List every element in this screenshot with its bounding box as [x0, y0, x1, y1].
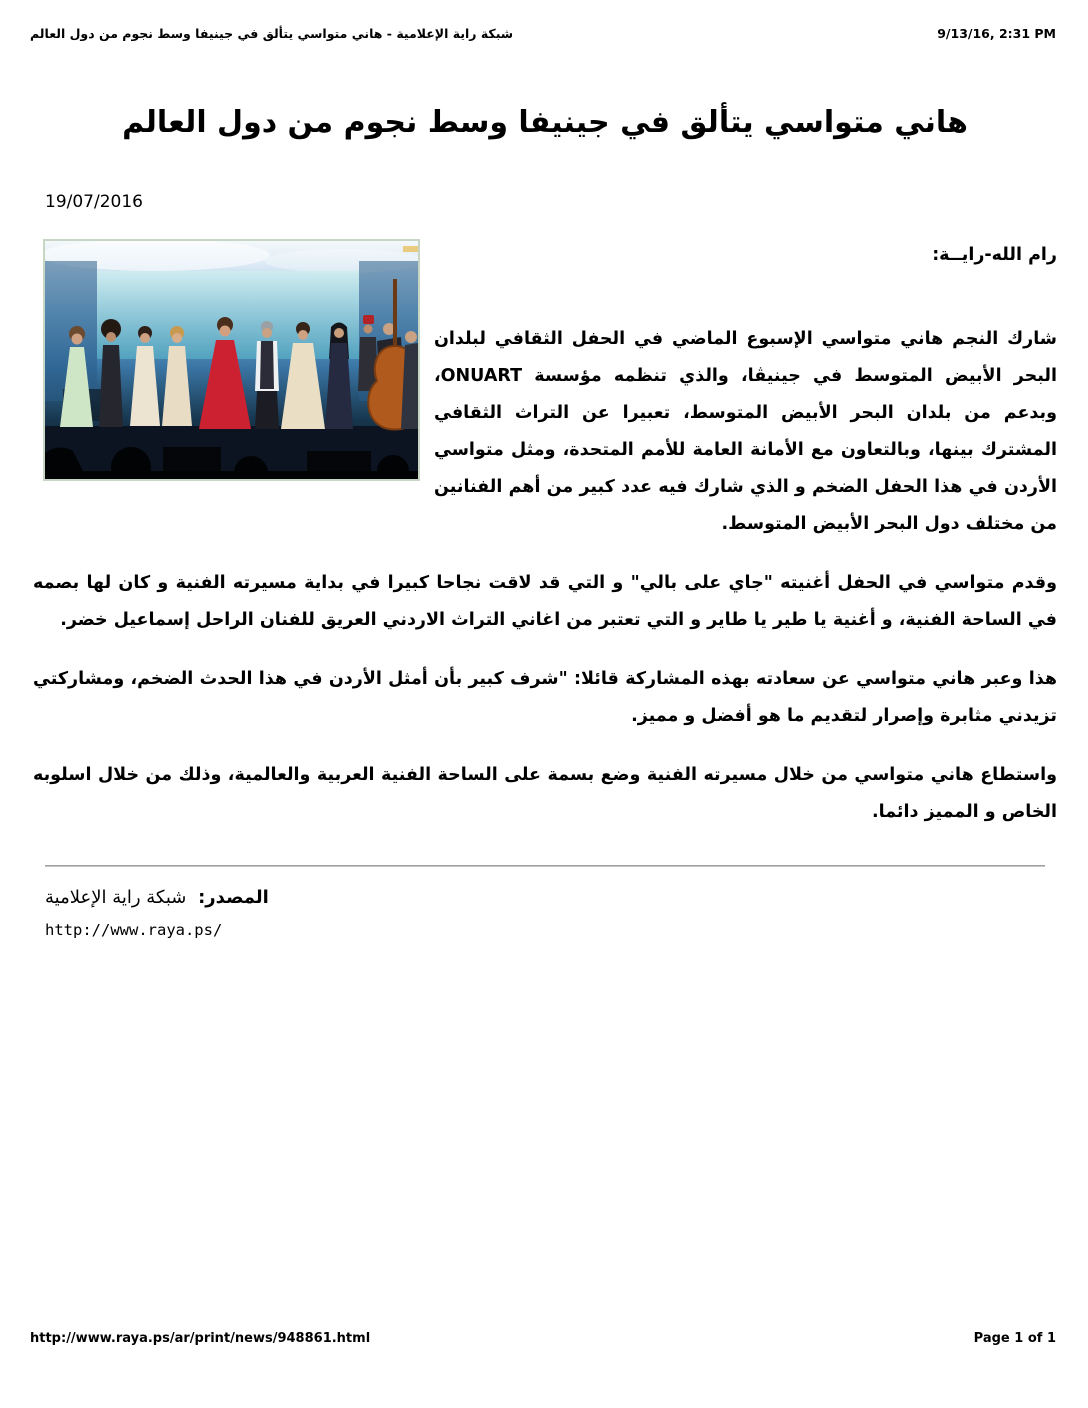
print-header	[30, 26, 1056, 41]
article-paragraph-1: شارك النجم هاني متواسي الإسبوع الماضي في الحفل الثقافي لبلدان البحر الأبيض المتوسط في جينيڤا، والذي تنظمه مؤسسة ONUART، وبدعم من بلدان البحر الأبيض المتوسط، تعبيرا عن التراث الثقافي المشترك بينها، وبالتعاون مع الأمانة العامة للأمم المتحدة، ومثل متواسي الأردن في هذا الحفل الضخم و الذي شارك فيه عدد كبير من أهم الفنانين من مختلف دول البحر الأبيض المتوسط.	[434, 329, 1057, 534]
article-paragraph-4: واستطاع هاني متواسي من خلال مسيرته الفنية وضع بسمة على الساحة الفنية العربية والعالمية، وذلك من خلال اسلوبه الخاص و المميز دائما.	[33, 765, 1057, 822]
source-url: http://www.raya.ps/	[45, 921, 223, 939]
source-line	[45, 887, 1057, 908]
article-content	[33, 100, 1057, 939]
article-date: 19/07/2016	[45, 192, 143, 212]
article-photo	[43, 239, 420, 481]
article-paragraph-3: هذا وعبر هاني متواسي عن سعادته بهذه المشاركة قائلا: "شرف كبير بأن أمثل الأردن في هذا الحدث الضخم، ومشاركتي تزيدني مثابرة وإصرار لتقديم ما هو أفضل و مميز.	[33, 669, 1057, 726]
print-footer	[30, 1331, 1056, 1346]
source-name: شبكة راية الإعلامية	[45, 887, 187, 908]
article-title: هاني متواسي يتألق في جينيفا وسط نجوم من دول العالم	[122, 105, 968, 140]
article-byline: رام الله-رايــة:	[932, 245, 1057, 265]
source-inline	[45, 887, 269, 908]
source-label: المصدر:	[198, 887, 269, 908]
print-footer-page-number: Page 1 of 1	[973, 1331, 1056, 1346]
article-paragraph-2: وقدم متواسي في الحفل أغنيته "جاي على بالي" و التي قد لاقت نجاحا كبيرا في بداية مسيرته الفنية و كان لها بصمه في الساحة الفنية، و أغنية يا طير يا طاير و التي تعتبر من اغاني التراث الاردني العريق للفنان الراحل إسماعيل خضر.	[33, 573, 1057, 630]
stage-photo-illustration	[45, 241, 418, 479]
print-header-timestamp: 9/13/16, 2:31 PM	[937, 26, 1056, 41]
divider	[45, 865, 1045, 867]
print-footer-url: http://www.raya.ps/ar/print/news/948861.html	[30, 1331, 371, 1346]
article-body	[33, 237, 1057, 831]
print-header-document-title: شبكة راية الإعلامية - هاني متواسي يتألق في جينيفا وسط نجوم من دول العالم	[30, 26, 514, 41]
